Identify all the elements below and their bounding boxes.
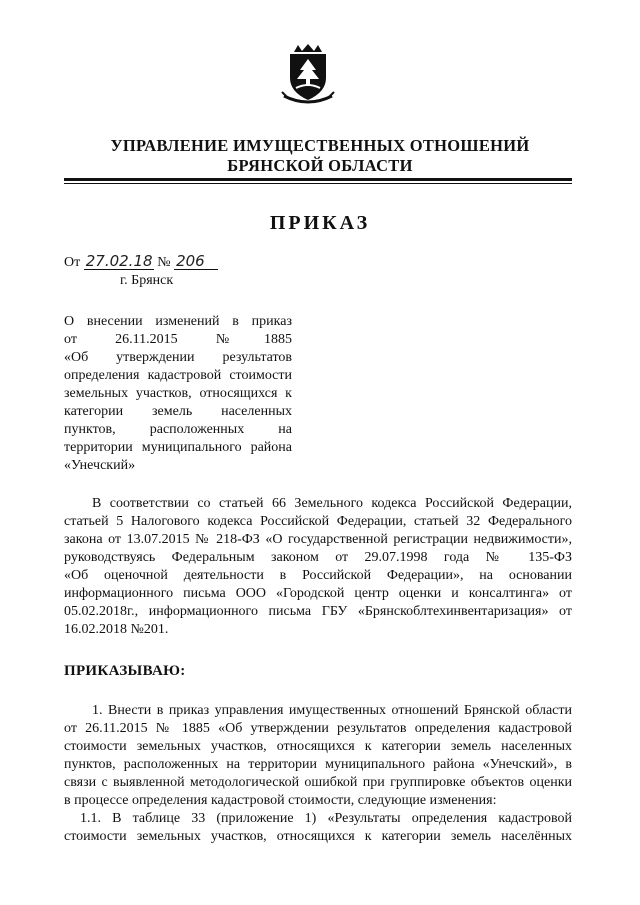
date-number-line	[64, 254, 218, 271]
preamble-line: закона от 13.07.2015 № 218-ФЗ «О государственной регистрации недвижимости»,	[64, 532, 572, 547]
order-heading: ПРИКАЗЫВАЮ:	[64, 663, 186, 679]
subject-line: О внесении изменений в приказ	[64, 314, 292, 329]
organization-name-line2: БРЯНСКОЙ ОБЛАСТИ	[227, 156, 413, 175]
subject-line: «Об утверждении результатов	[64, 350, 292, 365]
organization-name-line1: УПРАВЛЕНИЕ ИМУЩЕСТВЕННЫХ ОТНОШЕНИЙ	[110, 136, 530, 155]
header-divider-thick	[64, 178, 572, 181]
preamble-line: статьей 5 Налогового кодекса Российской Федерации, статьей 32 Федерального	[64, 514, 572, 529]
preamble-line: В соответствии со статьей 66 Земельного кодекса Российской Федерации,	[92, 496, 572, 511]
subject-block	[64, 313, 292, 475]
handwritten-number: 206	[174, 254, 218, 270]
preamble-line: руководствуясь Федеральным законом от 29.07.1998 года № 135-ФЗ	[64, 550, 572, 565]
preamble-line: 16.02.2018 №201.	[64, 622, 169, 637]
preamble-paragraph	[64, 495, 572, 639]
subject-line: земельных участков, относящихся к	[64, 386, 292, 401]
date-prefix: От	[64, 255, 81, 270]
preamble-line: «Об оценочной деятельности в Российской Федерации», на основании	[64, 568, 572, 583]
item-line: связи с выявленной методологической ошибкой при группировке объектов оценки	[64, 775, 572, 790]
document-title: ПРИКАЗ	[269, 212, 371, 234]
coat-of-arms-icon	[276, 42, 340, 106]
item-line: стоимости земельных участков, относящихся к категории земель населенных	[64, 739, 572, 754]
subject-line: категории земель населенных	[64, 404, 292, 419]
number-prefix: №	[157, 255, 171, 270]
subject-line: от 26.11.2015 №1885	[64, 332, 292, 347]
header-divider-thin	[64, 183, 572, 184]
item-line: стоимости земельных участков, относящихся к категории земель населённых	[64, 829, 572, 844]
item-line: от 26.11.2015 № 1885 «Об утверждении результатов определения кадастровой	[64, 721, 572, 736]
subject-line: «Унечский»	[64, 458, 136, 473]
preamble-line: 05.02.2018г., информационного письма ГБУ «Брянскоблтехинвентаризация» от	[64, 604, 572, 619]
subject-line: пунктов, расположенных на	[64, 422, 292, 437]
order-items	[64, 702, 572, 846]
item-line: в процессе определения кадастровой стоимости, следующие изменения:	[64, 793, 497, 808]
handwritten-date: 27.02.18	[85, 252, 153, 270]
item-line: 1.1. В таблице 33 (приложение 1) «Результаты определения кадастровой	[80, 811, 572, 826]
preamble-line: информационного письма ООО «Городской центр оценки и консалтинга» от	[64, 586, 572, 601]
item-line: 1. Внести в приказ управления имущественных отношений Брянской области	[92, 703, 572, 718]
subject-line: определения кадастровой стоимости	[64, 368, 292, 383]
subject-line: территории муниципального района	[64, 440, 292, 455]
item-line: пунктов, расположенных на территории муниципального района «Унечский», в	[64, 757, 572, 772]
city-line: г. Брянск	[120, 273, 174, 288]
